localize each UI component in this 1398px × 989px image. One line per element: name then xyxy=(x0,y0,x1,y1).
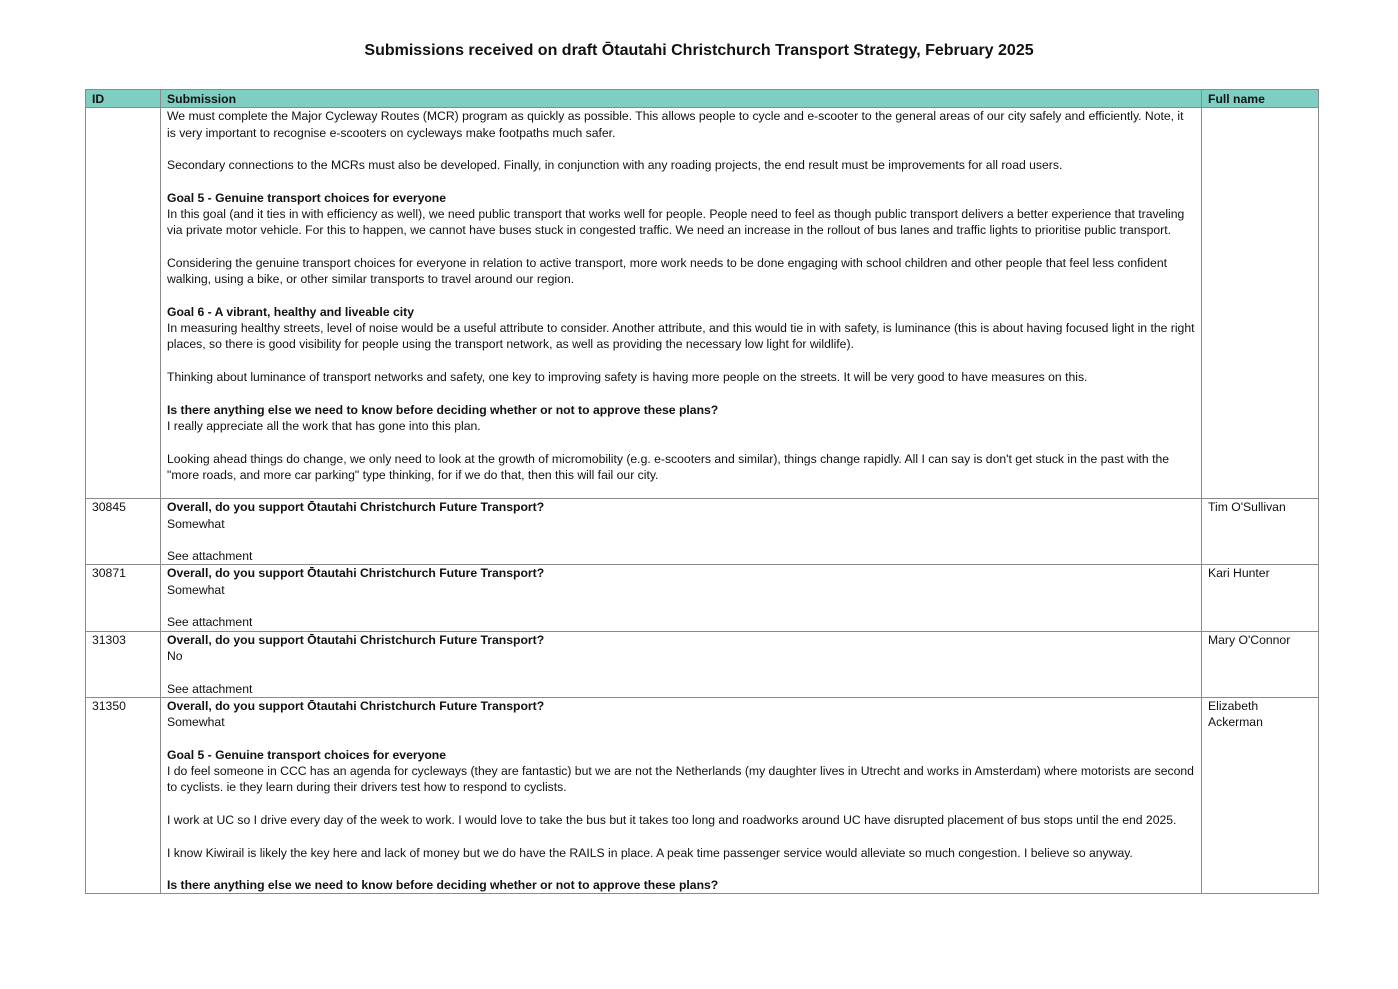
cell-full-name: Tim O'Sullivan xyxy=(1202,499,1319,565)
table-row xyxy=(86,499,1319,565)
response-text: In this goal (and it ties in with efficiency as well), we need public transport that works well for people. People need to feel as though public transport delivers a better experience that traveling via private motor vehicle. For this to happen, we cannot have buses stuck in congested traffic. We need an increase in the rollout of bus lanes and traffic lights to prioritise public transport. xyxy=(167,207,1185,238)
submission-block xyxy=(167,190,1195,239)
cell-id xyxy=(86,108,161,499)
question-heading: Goal 5 - Genuine transport choices for everyone xyxy=(167,747,447,762)
submission-block xyxy=(167,812,1195,828)
response-text: I work at UC so I drive every day of the week to work. I would love to take the bus but it takes too long and roadworks around UC have disrupted placement of bus stops until the end 2025. xyxy=(167,812,1177,827)
response-text: I know Kiwirail is likely the key here and lack of money but we do have the RAILS in place. A peak time passenger service would alleviate so much congestion. I believe so anyway. xyxy=(167,845,1133,860)
submission-block xyxy=(167,255,1195,288)
submissions-table xyxy=(85,89,1319,894)
response-text: Considering the genuine transport choices for everyone in relation to active transport, more work needs to be done engaging with school children and other people that feel less confident walking, using a bike, or other similar transports to travel around our region. xyxy=(167,255,1167,287)
question-heading: Overall, do you support Ōtautahi Christchurch Future Transport? xyxy=(167,698,545,713)
response-text: Somewhat xyxy=(167,582,225,597)
submission-block xyxy=(167,632,1195,665)
submission-block xyxy=(167,157,1195,173)
cell-submission xyxy=(161,697,1202,894)
submission-block xyxy=(167,402,1195,435)
question-heading: Overall, do you support Ōtautahi Christchurch Future Transport? xyxy=(167,566,545,581)
submission-block xyxy=(167,108,1195,141)
cell-submission xyxy=(161,499,1202,565)
table-row xyxy=(86,697,1319,894)
cell-id: 31303 xyxy=(86,631,161,697)
question-heading: Overall, do you support Ōtautahi Christchurch Future Transport? xyxy=(167,632,545,647)
response-text: See attachment xyxy=(167,615,253,630)
submission-block xyxy=(167,499,1195,532)
submission-block xyxy=(167,614,1195,630)
response-text: See attachment xyxy=(167,549,253,564)
column-header-id: ID xyxy=(86,90,161,108)
submission-block xyxy=(167,845,1195,861)
response-text: Somewhat xyxy=(167,516,225,531)
table-row xyxy=(86,565,1319,631)
cell-full-name: Kari Hunter xyxy=(1202,565,1319,631)
submission-block xyxy=(167,369,1195,385)
question-heading: Is there anything else we need to know before deciding whether or not to approve these plans? xyxy=(167,402,719,417)
cell-id: 31350 xyxy=(86,697,161,894)
table-header-row xyxy=(86,90,1319,108)
question-heading: Goal 6 - A vibrant, healthy and liveable city xyxy=(167,304,414,319)
response-text: We must complete the Major Cycleway Routes (MCR) program as quickly as possible. This allows people to cycle and e-scooter to the general areas of our city safely and efficiently. Note, it is very important to recognise e-scooters on cycleways make footpaths much safer. xyxy=(167,109,1184,140)
submission-block xyxy=(167,304,1195,353)
submission-block xyxy=(167,565,1195,598)
table-row xyxy=(86,631,1319,697)
submission-block xyxy=(167,877,1195,893)
cell-submission xyxy=(161,565,1202,631)
question-heading: Goal 5 - Genuine transport choices for everyone xyxy=(167,190,447,205)
question-heading: Is there anything else we need to know before deciding whether or not to approve these plans? xyxy=(167,878,719,893)
column-header-submission: Submission xyxy=(161,90,1202,108)
response-text: In measuring healthy streets, level of noise would be a useful attribute to consider. Another attribute, and this would tie in with safety, is luminance (this is about having focused light in the right places, so there is good visibility for people using the transport network, as well as providing the necessary low light for wildlife). xyxy=(167,321,1195,352)
cell-submission xyxy=(161,631,1202,697)
response-text: Secondary connections to the MCRs must also be developed. Finally, in conjunction with any roading projects, the end result must be improvements for all road users. xyxy=(167,158,1063,173)
cell-full-name: Mary O'Connor xyxy=(1202,631,1319,697)
response-text: Looking ahead things do change, we only need to look at the growth of micromobility (e.g. e-scooters and similar), things change rapidly. All I can say is don't get stuck in the past with the "more roads, and more car parking" type thinking, for if we do that, then this will fail our city. xyxy=(167,451,1170,482)
column-header-full-name: Full name xyxy=(1202,90,1319,108)
table-row xyxy=(86,108,1319,499)
response-text: I do feel someone in CCC has an agenda for cycleways (they are fantastic) but we are not the Netherlands (my daughter lives in Utrecht and works in Amsterdam) where motorists are second to cyclists. ie they learn during their drivers test how to respond to cyclists. xyxy=(167,764,1194,795)
submission-block xyxy=(167,451,1195,484)
response-text: I really appreciate all the work that has gone into this plan. xyxy=(167,418,481,433)
submission-block xyxy=(167,698,1195,731)
cell-submission xyxy=(161,108,1202,499)
cell-id: 30871 xyxy=(86,565,161,631)
question-heading: Overall, do you support Ōtautahi Christchurch Future Transport? xyxy=(167,500,545,515)
submission-block xyxy=(167,681,1195,697)
response-text: No xyxy=(167,648,183,663)
cell-full-name: Elizabeth Ackerman xyxy=(1202,697,1319,894)
cell-full-name xyxy=(1202,108,1319,499)
response-text: Somewhat xyxy=(167,715,225,730)
submission-block xyxy=(167,548,1195,564)
response-text: Thinking about luminance of transport networks and safety, one key to improving safety is having more people on the streets. It will be very good to have measures on this. xyxy=(167,370,1088,385)
response-text: See attachment xyxy=(167,681,253,696)
submission-block xyxy=(167,747,1195,796)
cell-id: 30845 xyxy=(86,499,161,565)
page-title: Submissions received on draft Ōtautahi Christchurch Transport Strategy, February 2025 xyxy=(364,42,1034,59)
